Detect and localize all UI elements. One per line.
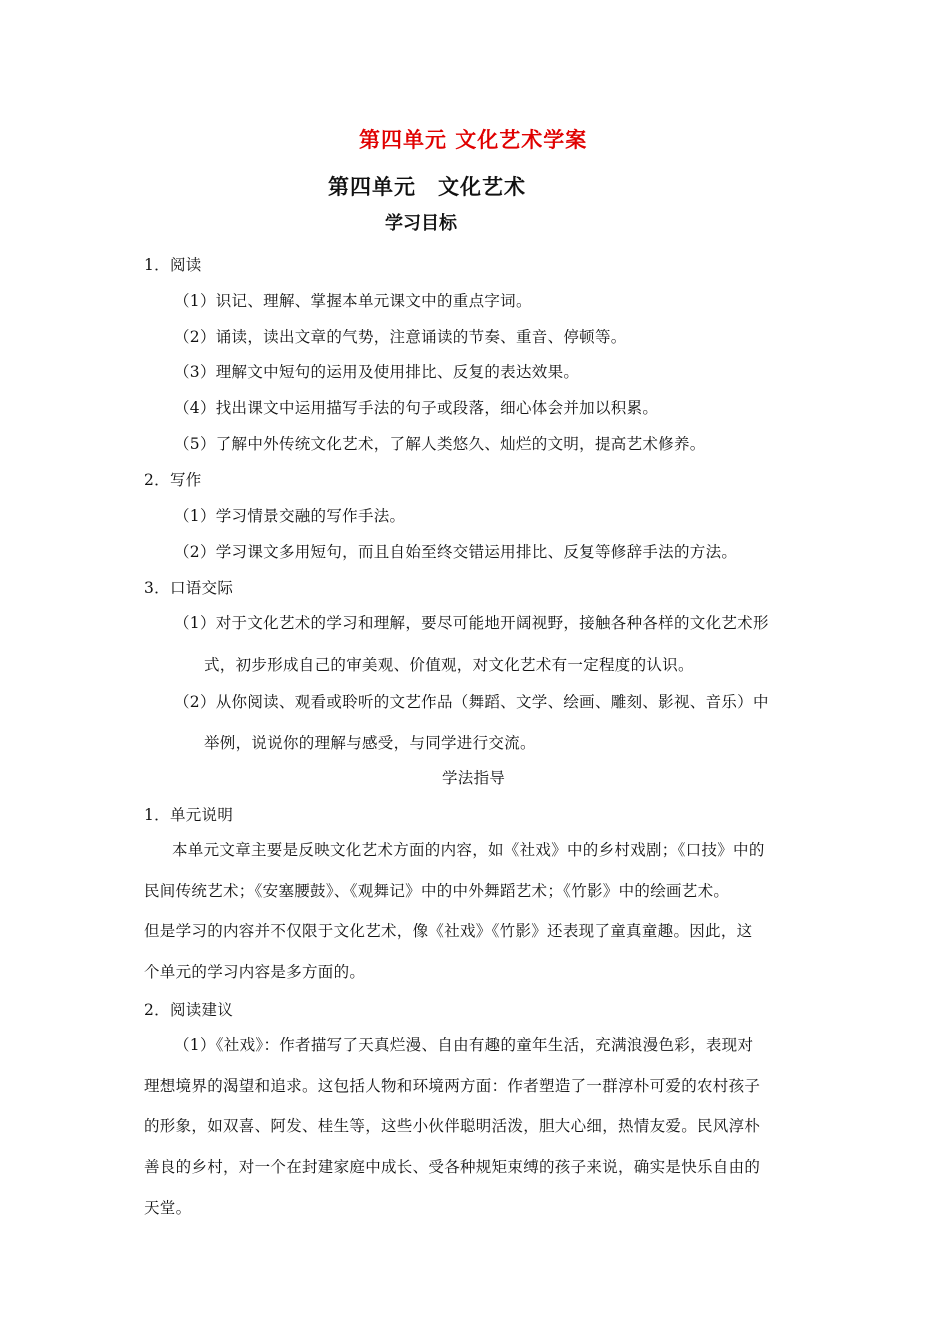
paragraph-line: 民间传统艺术；《安塞腰鼓》、《观舞记》中的中外舞蹈艺术；《竹影》中的绘画艺术。 (144, 882, 730, 900)
list-item-continuation: 式，初步形成自己的审美观、价值观，对文化艺术有一定程度的认识。 (204, 656, 694, 674)
paragraph-line: 的形象，如双喜、阿发、桂生等，这些小伙伴聪明活泼，胆大心细，热情友爱。民风淳朴 (144, 1117, 761, 1135)
list-item: （5）了解中外传统文化艺术，了解人类悠久、灿烂的文明，提高艺术修养。 (174, 435, 706, 453)
reading-advice-heading: 2．阅读建议 (144, 1001, 234, 1019)
section-heading-writing: 2．写作 (144, 471, 202, 489)
paragraph-line: 本单元文章主要是反映文化艺术方面的内容，如《社戏》中的乡村戏剧；《口技》中的 (172, 841, 765, 859)
paragraph-line: 理想境界的渴望和追求。这包括人物和环境两方面：作者塑造了一群淳朴可爱的农村孩子 (144, 1077, 761, 1095)
list-item: （4）找出课文中运用描写手法的句子或段落，细心体会并加以积累。 (174, 399, 659, 417)
unit-note-heading: 1．单元说明 (144, 806, 234, 824)
paragraph-line: （1）《社戏》：作者描写了天真烂漫、自由有趣的童年生活，充满浪漫色彩，表现对 (174, 1036, 754, 1054)
list-item-continuation: 举例，说说你的理解与感受，与同学进行交流。 (204, 734, 536, 752)
paragraph-line: 个单元的学习内容是多方面的。 (144, 963, 366, 981)
list-item: （3）理解文中短句的运用及使用排比、反复的表达效果。 (174, 363, 580, 381)
list-item: （1）对于文化艺术的学习和理解，要尽可能地开阔视野，接触各种各样的文化艺术形 (174, 614, 769, 632)
list-item: （2）诵读，读出文章的气势，注意诵读的节奏、重音、停顿等。 (174, 328, 627, 346)
paragraph-line: 但是学习的内容并不仅限于文化艺术，像《社戏》《竹影》还表现了童真童趣。因此，这 (144, 922, 753, 940)
list-item: （1）学习情景交融的写作手法。 (174, 507, 406, 525)
objectives-heading: 学习目标 (385, 213, 457, 234)
list-item: （2）从你阅读、观看或聆听的文艺作品（舞蹈、文学、绘画、雕刻、影视、音乐）中 (174, 693, 769, 711)
method-heading: 学法指导 (442, 769, 506, 787)
paragraph-line: 善良的乡村，对一个在封建家庭中成长、受各种规矩束缚的孩子来说，确实是快乐自由的 (144, 1158, 761, 1176)
list-item: （1）识记、理解、掌握本单元课文中的重点字词。 (174, 292, 532, 310)
unit-title: 第四单元 文化艺术 (328, 175, 526, 199)
paragraph-line: 天堂。 (144, 1199, 192, 1217)
document-title: 第四单元 文化艺术学案 (359, 128, 588, 152)
section-heading-oral: 3．口语交际 (144, 579, 234, 597)
section-heading-reading: 1．阅读 (144, 256, 202, 274)
list-item: （2）学习课文多用短句，而且自始至终交错运用排比、反复等修辞手法的方法。 (174, 543, 738, 561)
